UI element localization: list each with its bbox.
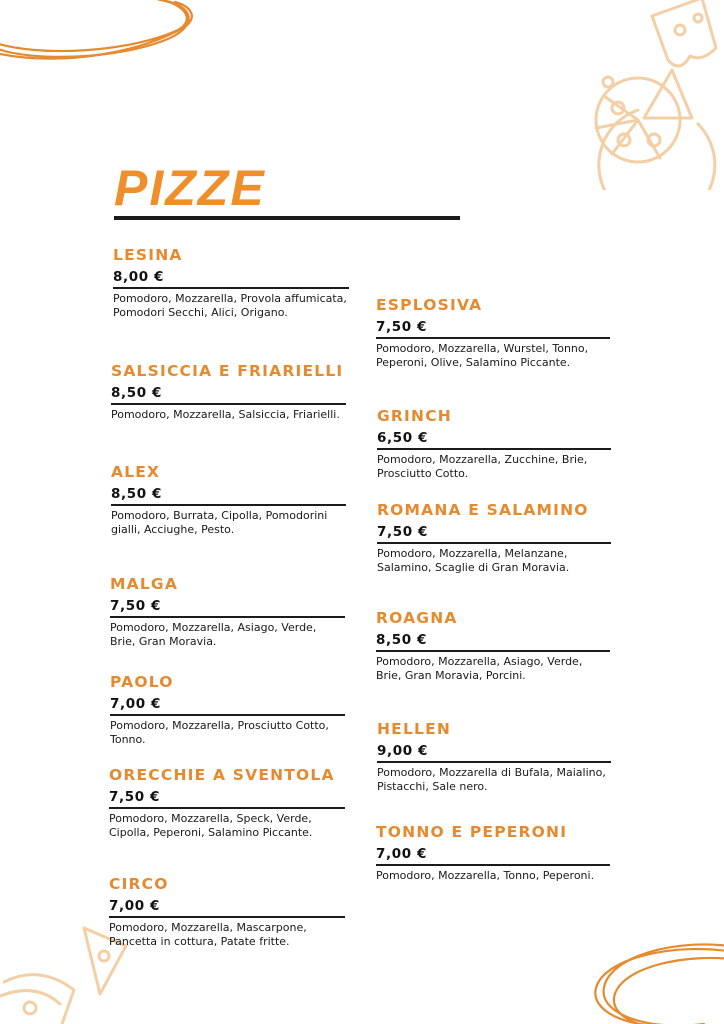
item-price: 6,50 €: [377, 430, 429, 446]
menu-item-orecchie-a-sventola: [109, 766, 345, 841]
item-description: Pomodoro, Mozzarella, Provola affumicata, Pomodori Secchi, Alici, Origano.: [113, 292, 347, 320]
item-name: ROMANA E SALAMINO: [377, 501, 589, 519]
item-name: GRINCH: [377, 407, 452, 425]
item-price: 8,50 €: [376, 632, 428, 648]
item-name: TONNO E PEPERONI: [376, 823, 568, 841]
pizza-icon: [552, 0, 724, 190]
menu-item-roagna: [376, 609, 610, 684]
item-name: HELLEN: [377, 720, 452, 738]
item-description: Pomodoro, Mozzarella, Speck, Verde, Cipolla, Peperoni, Salamino Piccante.: [109, 812, 313, 840]
item-description: Pomodoro, Mozzarella, Mascarpone, Pancetta in cottura, Patate fritte.: [109, 921, 307, 949]
item-description: Pomodoro, Burrata, Cipolla, Pomodorini gialli, Acciughe, Pesto.: [111, 509, 328, 537]
item-divider: [377, 542, 611, 544]
item-description: Pomodoro, Mozzarella, Wurstel, Tonno, Peperoni, Olive, Salamino Piccante.: [376, 342, 589, 370]
item-divider: [109, 807, 345, 809]
item-divider: [111, 403, 346, 405]
item-price: 8,50 €: [111, 385, 163, 401]
item-divider: [376, 650, 610, 652]
item-price: 7,00 €: [110, 696, 162, 712]
item-price: 7,50 €: [377, 524, 429, 540]
menu-item-esplosiva: [376, 296, 610, 371]
title-underline: [114, 216, 460, 220]
menu-item-malga: [110, 575, 345, 650]
item-name: LESINA: [113, 246, 183, 264]
item-description: Pomodoro, Mozzarella, Salsiccia, Friarielli.: [111, 408, 340, 421]
item-price: 7,00 €: [376, 846, 428, 862]
item-description: Pomodoro, Mozzarella, Asiago, Verde, Brie, Gran Moravia, Porcini.: [376, 655, 583, 683]
item-price: 7,50 €: [110, 598, 162, 614]
item-name: CIRCO: [109, 875, 169, 893]
scribble-decoration-top-left: [0, 0, 200, 70]
page-title: PIZZE: [114, 160, 266, 216]
item-price: 8,50 €: [111, 486, 163, 502]
item-name: ESPLOSIVA: [376, 296, 483, 314]
item-name: ROAGNA: [376, 609, 458, 627]
item-divider: [113, 287, 349, 289]
item-price: 7,50 €: [109, 789, 161, 805]
item-divider: [110, 714, 345, 716]
menu-item-lesina: [113, 246, 349, 321]
item-price: 7,50 €: [376, 319, 428, 335]
item-divider: [376, 337, 610, 339]
item-price: 7,00 €: [109, 898, 161, 914]
item-name: ORECCHIE A SVENTOLA: [109, 766, 335, 784]
item-description: Pomodoro, Mozzarella, Prosciutto Cotto, Tonno.: [110, 719, 329, 747]
menu-item-hellen: [377, 720, 611, 795]
menu-item-romana-e-salamino: [377, 501, 611, 576]
menu-item-paolo: [110, 673, 345, 748]
menu-item-salsiccia-e-friarielli: [111, 362, 346, 422]
item-name: PAOLO: [110, 673, 174, 691]
item-name: MALGA: [110, 575, 179, 593]
item-description: Pomodoro, Mozzarella di Bufala, Maialino, Pistacchi, Sale nero.: [377, 766, 606, 794]
item-price: 9,00 €: [377, 743, 429, 759]
item-name: SALSICCIA E FRIARIELLI: [111, 362, 344, 380]
menu-item-tonno-e-peperoni: [376, 823, 610, 883]
item-divider: [111, 504, 346, 506]
item-description: Pomodoro, Mozzarella, Zucchine, Brie, Prosciutto Cotto.: [377, 453, 588, 481]
item-description: Pomodoro, Mozzarella, Melanzane, Salamino, Scaglie di Gran Moravia.: [377, 547, 570, 575]
item-price: 8,00 €: [113, 269, 165, 285]
menu-item-circo: [109, 875, 345, 950]
menu-item-grinch: [377, 407, 611, 482]
item-name: ALEX: [111, 463, 161, 481]
item-divider: [110, 616, 345, 618]
item-description: Pomodoro, Mozzarella, Asiago, Verde, Brie, Gran Moravia.: [110, 621, 317, 649]
item-divider: [109, 916, 345, 918]
item-description: Pomodoro, Mozzarella, Tonno, Peperoni.: [376, 869, 595, 882]
scribble-decoration-bottom-right: [584, 938, 724, 1024]
item-divider: [376, 864, 610, 866]
menu-item-alex: [111, 463, 346, 538]
item-divider: [377, 448, 611, 450]
item-divider: [377, 761, 611, 763]
